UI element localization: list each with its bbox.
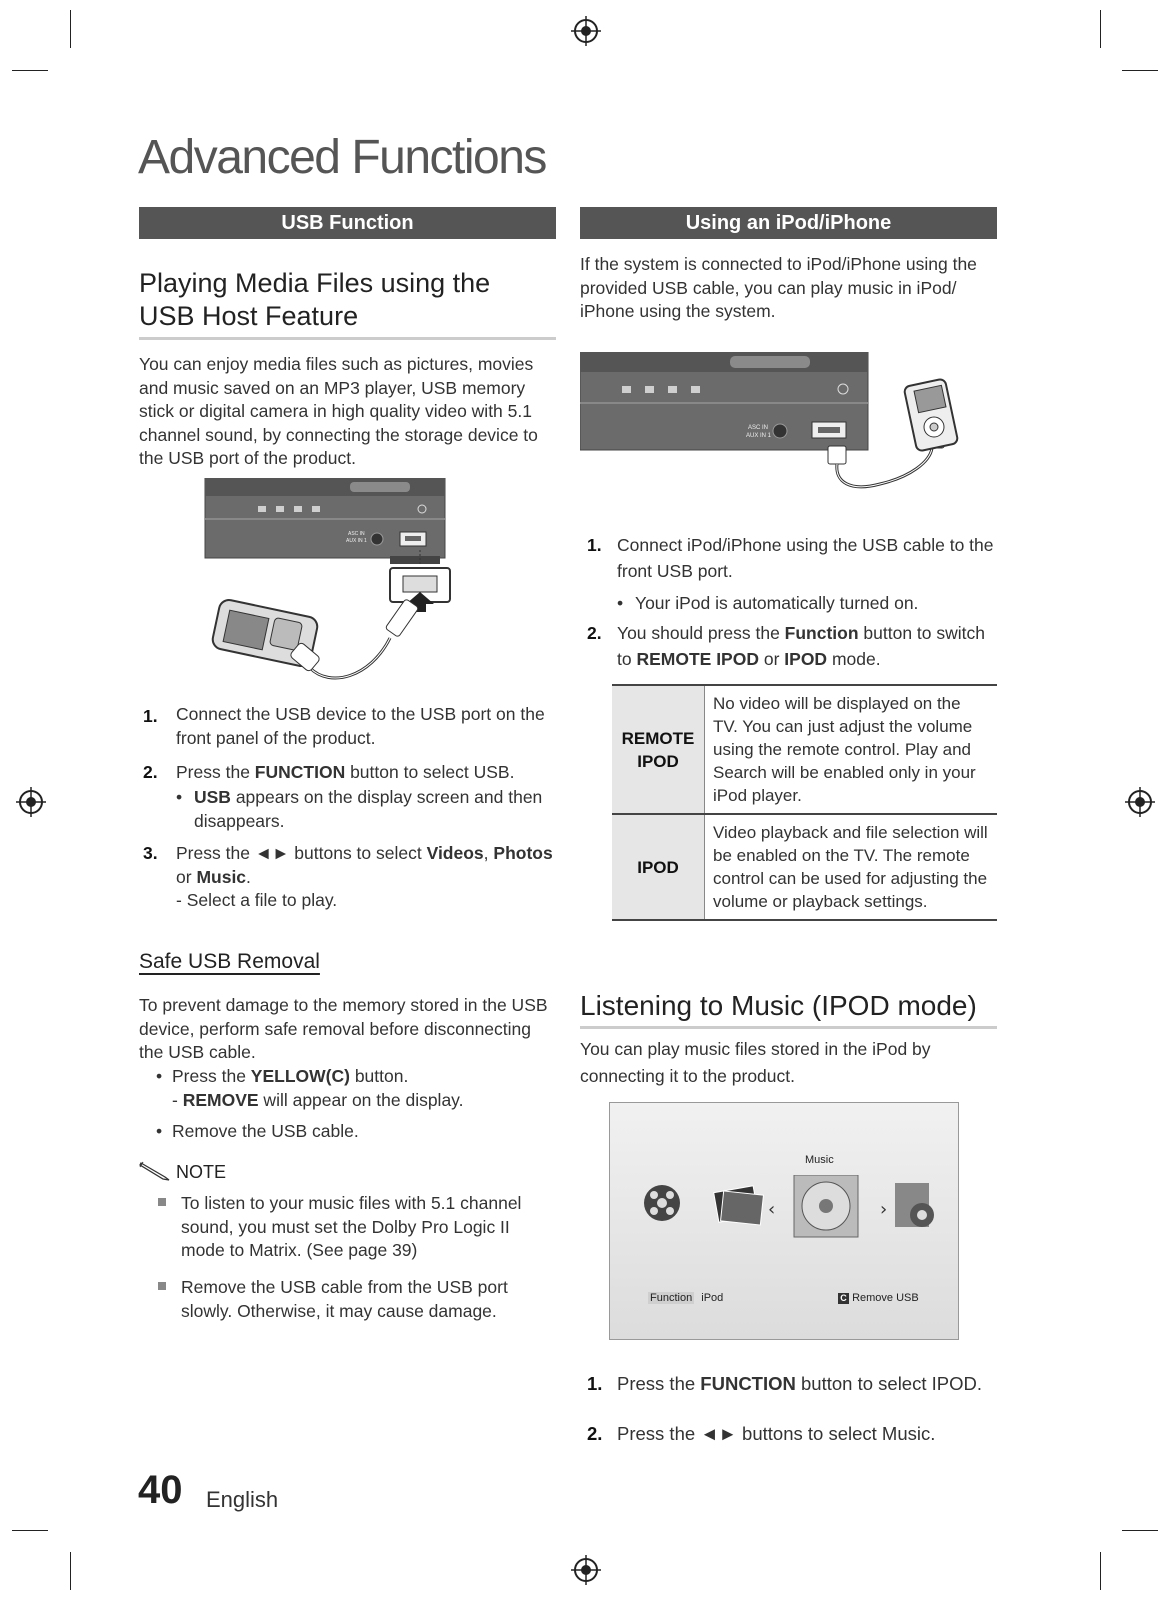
step-text <box>176 759 558 785</box>
crop-mark <box>1122 70 1158 71</box>
usb-label: USB <box>194 787 231 807</box>
bullet: • <box>617 593 624 613</box>
text-run: button to select USB. <box>345 762 515 782</box>
remove-usb-label: Remove USB <box>852 1292 919 1304</box>
safe-removal-bullet-1 <box>156 1064 556 1112</box>
remote-ipod-label: REMOTE IPOD <box>636 649 759 669</box>
text-run: Press the <box>617 1373 701 1394</box>
step-number: 3. <box>143 843 158 863</box>
crop-mark <box>70 10 71 48</box>
safe-removal-bullet-2 <box>156 1119 556 1143</box>
note-item <box>156 1192 536 1263</box>
right-arrow-icon: › <box>880 1199 888 1220</box>
step-number: 2. <box>587 623 602 643</box>
step-subtext: - Select a file to play. <box>176 890 338 910</box>
text-run: or <box>176 866 197 887</box>
tv-screen-illustration <box>609 1102 959 1340</box>
step-text <box>176 842 558 889</box>
text-run: You should press the <box>617 623 785 643</box>
screen-footer-right <box>838 1292 919 1304</box>
ipod-step-1-bullet <box>617 590 997 616</box>
text-run: - <box>172 1090 183 1110</box>
crop-mark <box>1100 1552 1101 1590</box>
text-run: appears on the display screen and then disappears. <box>194 787 543 831</box>
ipod-mode-table <box>612 684 997 921</box>
text-run: button. <box>349 1066 409 1086</box>
note-label: NOTE <box>176 1162 227 1182</box>
mode-description-cell: No video will be displayed on the TV. You can just adjust the volume using the remote control. Play and Search will be enabled only in your iPod player. <box>705 685 998 814</box>
step-number: 2. <box>587 1423 603 1444</box>
asc-in-label: ASC IN <box>348 531 365 537</box>
ipod-label: IPOD <box>784 649 828 669</box>
step-text <box>617 1371 997 1397</box>
music-label: Music <box>196 866 247 887</box>
step-number: 1. <box>143 706 158 726</box>
square-bullet-icon <box>158 1198 166 1206</box>
bullet: • <box>176 787 183 807</box>
listen-step-2 <box>587 1421 997 1447</box>
page-number: 40 <box>138 1468 183 1512</box>
text-run: button to switch to <box>617 623 986 669</box>
text-run: . <box>246 866 251 887</box>
text-run: or <box>758 649 785 669</box>
crop-mark <box>12 1530 48 1531</box>
c-button-icon: C <box>838 1293 849 1304</box>
function-key-label: Function <box>650 1292 693 1304</box>
ipod-intro-paragraph: If the system is connected to iPod/iPhone using the provided USB cable, you can play music in iPod/ iPhone using the system. <box>580 254 977 321</box>
text-run: Press the <box>176 762 255 782</box>
listening-music-heading: Listening to Music (IPOD mode) <box>580 989 997 1029</box>
aux-in-label: AUX IN 1 <box>746 433 772 439</box>
crop-mark <box>12 70 48 71</box>
note-header <box>139 1161 226 1183</box>
remove-label: REMOVE <box>182 1090 259 1110</box>
source-label: iPod <box>701 1292 724 1304</box>
step-text: Connect the USB device to the USB port on the front panel of the product. <box>176 704 545 748</box>
mode-cell: IPOD <box>612 814 705 920</box>
text-run: button to select IPOD. <box>795 1373 982 1394</box>
note-text: Remove the USB cable from the USB port slowly. Otherwise, it may cause damage. <box>181 1277 508 1321</box>
registration-mark-icon <box>16 787 46 817</box>
listen-step-1 <box>587 1371 997 1397</box>
bullet: • <box>156 1066 163 1086</box>
music-disc-icon <box>794 1175 858 1237</box>
table-row <box>612 685 997 814</box>
usb-intro-paragraph: You can enjoy media files such as pictures, movies and music saved on an MP3 player, USB memory stick or digital camera in high quality video with 5.1 channel sound, by connecting the storage device to the USB port of the product. <box>139 354 538 468</box>
step-number: 1. <box>587 1373 603 1394</box>
crop-mark <box>1122 1530 1158 1531</box>
photos-label: Photos <box>493 843 553 863</box>
mode-description-cell: Video playback and file selection will be enabled on the TV. The remote control can be used for adjusting the volume or playback settings. <box>705 814 998 920</box>
aux-in-label: AUX IN 1 <box>346 538 367 544</box>
usb-connection-illustration <box>200 478 460 704</box>
bullet-text: Remove the USB cable. <box>172 1121 359 1141</box>
heading-line: USB Host Feature <box>139 301 359 331</box>
usb-step-3 <box>143 842 558 913</box>
media-icon-row <box>630 1175 950 1245</box>
text-run: Press the ◄► buttons to select <box>176 843 427 863</box>
mode-cell: REMOTE IPOD <box>612 685 705 814</box>
text-run: mode. <box>827 649 881 669</box>
videos-reel-icon <box>644 1185 680 1221</box>
safe-usb-removal-heading: Safe USB Removal <box>139 950 320 973</box>
section-bar-usb-function: USB Function <box>139 207 556 239</box>
settings-gear-icon <box>895 1183 934 1227</box>
pencil-icon <box>139 1161 171 1181</box>
photos-stack-icon <box>714 1186 764 1225</box>
registration-mark-icon <box>571 1555 601 1585</box>
table-row <box>612 814 997 920</box>
left-arrow-icon: ‹ <box>768 1199 776 1220</box>
text-run: will appear on the display. <box>258 1090 464 1110</box>
step-text <box>617 620 997 672</box>
step-number: 1. <box>587 535 602 555</box>
registration-mark-icon <box>571 16 601 46</box>
registration-mark-icon <box>1125 787 1155 817</box>
asc-in-label: ASC IN <box>748 425 769 431</box>
page-language: English <box>206 1487 279 1512</box>
bullet-text <box>172 1064 556 1088</box>
function-button-name: FUNCTION <box>254 762 346 782</box>
videos-label: Videos <box>426 843 484 863</box>
usb-step-1 <box>143 703 558 750</box>
step-text: Connect iPod/iPhone using the USB cable to the front USB port. <box>617 535 994 581</box>
note-text: To listen to your music files with 5.1 channel sound, you must set the Dolby Pro Logic II mode to Matrix. (See page 39) <box>181 1193 522 1260</box>
usb-step-2 <box>143 759 558 785</box>
ipod-step-2 <box>587 620 997 672</box>
bullet-text <box>194 786 558 833</box>
function-button-name: Function <box>784 623 859 643</box>
square-bullet-icon <box>158 1282 166 1290</box>
section-bar-ipod: Using an iPod/iPhone <box>580 207 997 239</box>
heading-line: Playing Media Files using the <box>139 268 491 298</box>
bullet-text: Your iPod is automatically turned on. <box>635 593 919 613</box>
crop-mark <box>1100 10 1101 48</box>
step-number: 2. <box>143 762 158 782</box>
screen-category-label: Music <box>805 1154 834 1166</box>
ipod-connection-illustration <box>580 352 980 492</box>
text-run: Press the <box>172 1066 251 1086</box>
safe-removal-intro: To prevent damage to the memory stored in the USB device, perform safe removal before disconnecting the USB cable. <box>139 995 548 1062</box>
listening-intro: You can play music files stored in the iPod by connecting it to the product. <box>580 1039 931 1086</box>
ipod-step-1 <box>587 532 997 584</box>
page-title: Advanced Functions <box>138 131 546 184</box>
section-heading-playing-media <box>139 267 556 340</box>
crop-mark <box>70 1552 71 1590</box>
yellow-c-button-name: YELLOW(C) <box>250 1066 350 1086</box>
text-run: , <box>483 843 494 863</box>
bullet: • <box>156 1121 163 1141</box>
step-text: Press the ◄► buttons to select Music. <box>617 1423 936 1444</box>
bullet-subtext <box>172 1088 556 1112</box>
screen-footer-left <box>648 1292 723 1304</box>
function-button-name: FUNCTION <box>700 1373 796 1394</box>
note-item <box>156 1276 536 1323</box>
usb-step-2-bullet <box>176 786 558 833</box>
